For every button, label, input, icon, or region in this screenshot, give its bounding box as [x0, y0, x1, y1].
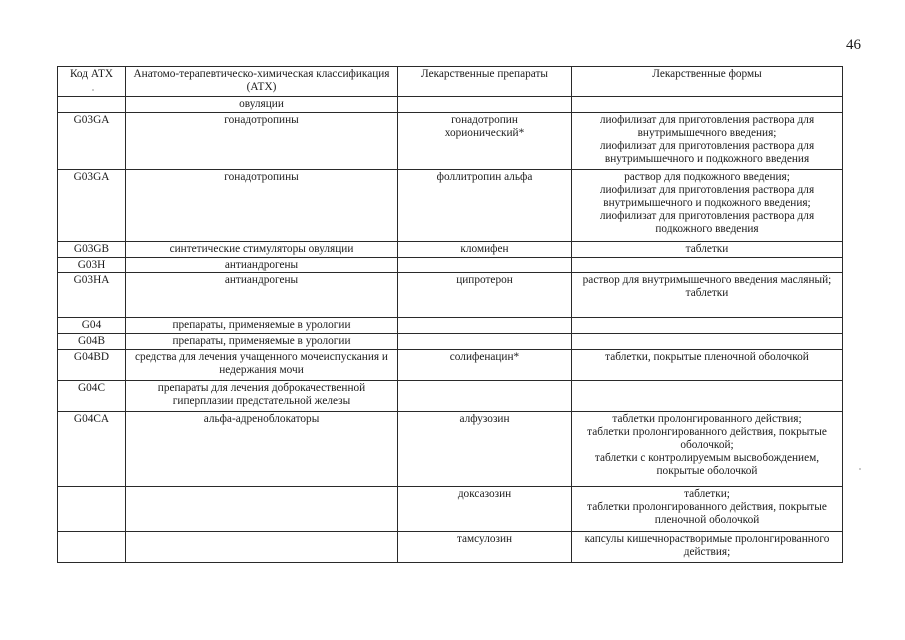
- dosage-form-cell: раствор для подкожного введения; лиофилизат для приготовления раствора для внутримышечного и подкожного введения; лиофилизат для приготовления раствора для подкожного введения: [572, 170, 843, 242]
- atx-code-cell: G03H: [58, 258, 126, 273]
- dosage-form-cell: [572, 318, 843, 334]
- table-row: [58, 412, 843, 487]
- atx-code-cell: G04CA: [58, 412, 126, 487]
- medicine-cell: кломифен: [398, 242, 572, 258]
- medicine-cell: [398, 97, 572, 113]
- table-header-row: [58, 67, 843, 97]
- dosage-form-cell: раствор для внутримышечного введения масляный; таблетки: [572, 273, 843, 318]
- classification-cell: овуляции: [126, 97, 398, 113]
- atx-code-cell: G03HA: [58, 273, 126, 318]
- medicine-cell: гонадотропин хорионический*: [398, 113, 572, 170]
- table-row: [58, 381, 843, 412]
- atx-code-cell: G04BD: [58, 350, 126, 381]
- dosage-form-cell: [572, 258, 843, 273]
- medicine-cell: алфузозин: [398, 412, 572, 487]
- page-number: 46: [846, 37, 861, 53]
- medicine-cell: ципротерон: [398, 273, 572, 318]
- table-row: [58, 334, 843, 350]
- medicine-cell: доксазозин: [398, 487, 572, 532]
- table-row: [58, 113, 843, 170]
- header-dosage-forms: Лекарственные формы: [572, 67, 843, 97]
- atx-code-cell: G04B: [58, 334, 126, 350]
- classification-cell: антиандрогены: [126, 258, 398, 273]
- classification-cell: препараты, применяемые в урологии: [126, 318, 398, 334]
- dosage-form-cell: лиофилизат для приготовления раствора для внутримышечного введения; лиофилизат для приготовления раствора для внутримышечного и подкожного введения: [572, 113, 843, 170]
- dosage-form-cell: [572, 97, 843, 113]
- scan-speck: [92, 89, 94, 91]
- medicine-cell: [398, 258, 572, 273]
- dosage-form-cell: таблетки пролонгированного действия; таблетки пролонгированного действия, покрытые оболочкой; таблетки с контролируемым высвобождением, покрытые оболочкой: [572, 412, 843, 487]
- dosage-form-cell: [572, 381, 843, 412]
- medicine-cell: фоллитропин альфа: [398, 170, 572, 242]
- medicine-cell: [398, 334, 572, 350]
- table-header: [58, 67, 843, 97]
- classification-cell: синтетические стимуляторы овуляции: [126, 242, 398, 258]
- atx-classification-table: [57, 66, 843, 563]
- classification-cell: [126, 487, 398, 532]
- classification-cell: гонадотропины: [126, 170, 398, 242]
- classification-cell: препараты для лечения доброкачественной гиперплазии предстательной железы: [126, 381, 398, 412]
- atx-code-cell: G03GB: [58, 242, 126, 258]
- medicine-cell: [398, 318, 572, 334]
- classification-cell: антиандрогены: [126, 273, 398, 318]
- table-row: [58, 273, 843, 318]
- dosage-form-cell: таблетки: [572, 242, 843, 258]
- classification-cell: альфа-адреноблокаторы: [126, 412, 398, 487]
- scan-speck: [859, 468, 861, 470]
- table-row: [58, 318, 843, 334]
- atx-code-cell: [58, 97, 126, 113]
- dosage-form-cell: таблетки, покрытые пленочной оболочкой: [572, 350, 843, 381]
- atx-code-cell: [58, 487, 126, 532]
- dosage-form-cell: [572, 334, 843, 350]
- dosage-form-cell: таблетки; таблетки пролонгированного действия, покрытые пленочной оболочкой: [572, 487, 843, 532]
- header-atx-code: Код АТХ: [58, 67, 126, 97]
- medicine-cell: [398, 381, 572, 412]
- classification-cell: [126, 532, 398, 563]
- atx-code-cell: G04: [58, 318, 126, 334]
- dosage-form-cell: капсулы кишечнорастворимые пролонгированного действия;: [572, 532, 843, 563]
- table-row: [58, 487, 843, 532]
- table-row: [58, 258, 843, 273]
- atx-code-cell: [58, 532, 126, 563]
- medicine-cell: солифенацин*: [398, 350, 572, 381]
- table-row: [58, 242, 843, 258]
- atx-code-cell: G03GA: [58, 170, 126, 242]
- table-row: [58, 97, 843, 113]
- table-row: [58, 170, 843, 242]
- atx-code-cell: G03GA: [58, 113, 126, 170]
- table-row: [58, 532, 843, 563]
- classification-cell: препараты, применяемые в урологии: [126, 334, 398, 350]
- classification-cell: средства для лечения учащенного мочеиспускания и недержания мочи: [126, 350, 398, 381]
- table-row: [58, 350, 843, 381]
- table-body: [58, 97, 843, 563]
- header-atx-classification: Анатомо-терапевтическо-химическая классификация (АТХ): [126, 67, 398, 97]
- header-medicines: Лекарственные препараты: [398, 67, 572, 97]
- classification-cell: гонадотропины: [126, 113, 398, 170]
- medicine-cell: тамсулозин: [398, 532, 572, 563]
- atx-code-cell: G04C: [58, 381, 126, 412]
